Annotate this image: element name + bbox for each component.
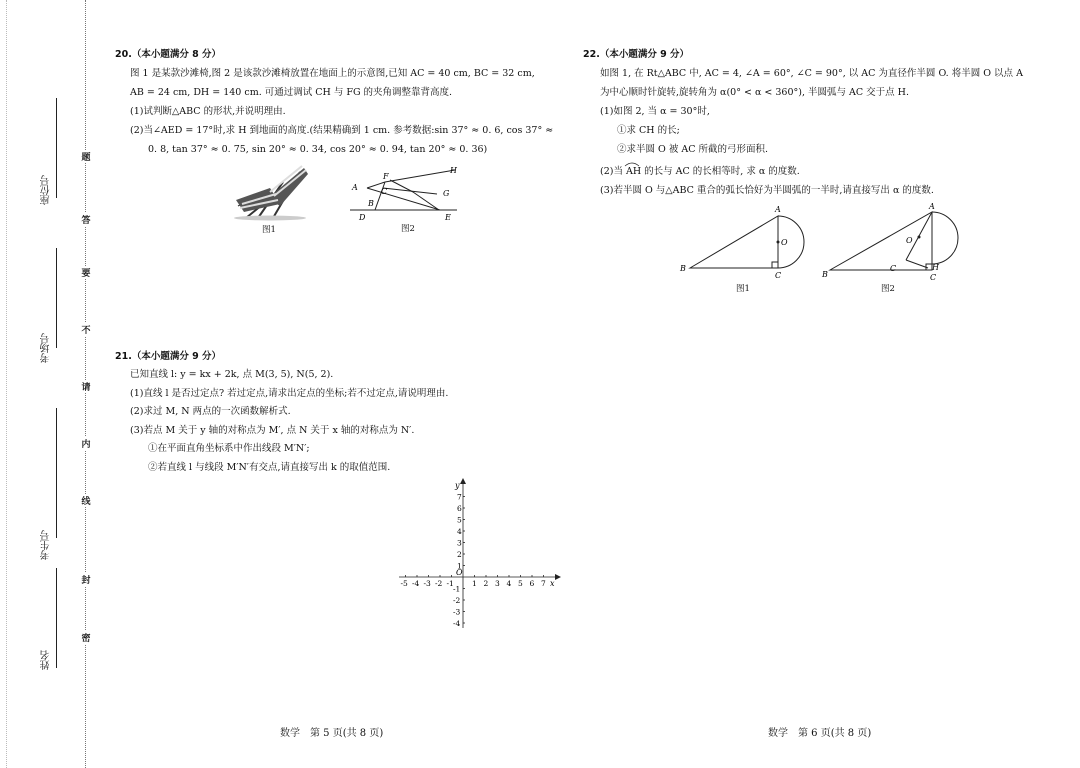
binding-margin — [0, 0, 100, 768]
q22-part1-sub2: ②求半圆 O 被 AC 所截的弓形面积. — [617, 144, 769, 155]
seal-char: 内 — [79, 437, 93, 450]
q21-part1: (1)直线 l 是否过定点? 若过定点,请求出定点的坐标;若不过定点,请说明理由. — [130, 388, 449, 399]
seat-number-label: 座位号 — [41, 175, 52, 205]
y-tick-label: 5 — [457, 515, 462, 525]
name-label: 姓名 — [41, 650, 52, 670]
q20-fig2-caption: 图2 — [401, 224, 415, 234]
y-tick-label: -3 — [453, 607, 461, 617]
y-tick-label: -1 — [453, 584, 461, 594]
q22-part3: (3)若半圆 O 与△ABC 重合的弧长恰好为半圆弧的一半时,请直接写出 α 的度数. — [600, 185, 934, 196]
q20-line: AB = 24 cm, DH = 140 cm. 可通过调试 CH 与 FG 的夹角调整靠背高度. — [130, 87, 453, 98]
y-tick-label: 2 — [457, 550, 462, 559]
q22-figure-1 — [676, 202, 816, 282]
q22-fig1-label: B — [680, 264, 686, 273]
q20-fig2-label: E — [445, 213, 451, 222]
x-tick-label: -4 — [412, 579, 420, 588]
q20-reference-data: 0. 8, tan 37° ≈ 0. 75, sin 20° ≈ 0. 34, cos 20° ≈ 0. 94, tan 20° ≈ 0. 36) — [148, 144, 488, 155]
x-tick-label: -1 — [446, 579, 454, 588]
seal-char: 线 — [79, 494, 93, 507]
y-tick-label: -4 — [453, 619, 461, 628]
q20-fig2-label: G — [443, 189, 450, 198]
q22-fig2-label: A — [929, 202, 935, 211]
q20-fig2-label: H — [450, 166, 457, 175]
q22-figure-2 — [820, 202, 960, 282]
outer-dotted-line — [6, 0, 7, 768]
seal-char: 封 — [79, 573, 93, 586]
exam-room-label: 考场号 — [41, 333, 52, 363]
q22-fig1-caption: 图1 — [736, 284, 750, 294]
seal-char: 答 — [79, 213, 93, 226]
q22-fig2-label: H — [932, 263, 939, 272]
x-tick-label: -2 — [435, 579, 443, 588]
x-tick-label: 6 — [529, 579, 535, 588]
q20-fig1-caption: 图1 — [262, 225, 276, 235]
q22-fig2-label: O — [906, 236, 913, 245]
x-tick-label: -5 — [400, 579, 408, 588]
q20-line: 图 1 是某款沙滩椅,图 2 是该款沙滩椅放置在地面上的示意图,已知 AC = 40 cm, BC = 32 cm, — [130, 68, 535, 79]
candidate-number-label: 考生号 — [41, 530, 52, 560]
y-tick-label: 6 — [457, 504, 462, 513]
seat-number-field — [22, 175, 52, 235]
candidate-number-underline — [56, 408, 57, 538]
y-axis-arrow — [460, 478, 466, 484]
seal-char: 不 — [79, 323, 93, 336]
name-field — [22, 650, 52, 690]
arc-symbol-icon — [624, 161, 640, 167]
q20-fig2-label: C — [381, 187, 388, 196]
q22-part2: (2)当 AH 的长与 AC 的长相等时, 求 α 的度数. — [600, 166, 800, 177]
y-axis-label: y — [455, 481, 460, 490]
name-underline — [56, 568, 57, 668]
x-axis-arrow — [555, 574, 561, 580]
x-tick-label: 4 — [506, 579, 512, 588]
page-5-footer: 数学 第 5 页(共 8 页) — [280, 728, 384, 739]
q22-fig2-label: C — [890, 264, 897, 273]
q22-fig1-label: O — [781, 238, 788, 247]
q21-line: 已知直线 l: y = kx + 2k, 点 M(3, 5), N(5, 2). — [130, 369, 334, 380]
q21-part3: (3)若点 M 关于 y 轴的对称点为 M′, 点 N 关于 x 轴的对称点为 N′. — [130, 425, 415, 436]
q21-part2: (2)求过 M, N 两点的一次函数解析式. — [130, 406, 291, 417]
q21-part3-sub2: ②若直线 l 与线段 M′N′有交点,请直接写出 k 的取值范围. — [148, 462, 391, 473]
q20-fig2-label: B — [368, 199, 374, 208]
q21-title: 21.（本小题满分 9 分） — [115, 351, 222, 362]
seal-char: 密 — [79, 631, 93, 644]
beach-chair-figure — [228, 160, 313, 222]
q20-part2: (2)当∠AED = 17°时,求 H 到地面的高度.(结果精确到 1 cm. 参考数据:sin 37° ≈ 0. 6, cos 37° ≈ — [130, 125, 554, 136]
x-tick-label: -3 — [423, 579, 431, 588]
coordinate-plane — [395, 478, 565, 636]
seal-char: 要 — [79, 266, 93, 279]
x-tick-label: 3 — [495, 579, 500, 588]
origin-label: O — [456, 568, 463, 577]
q22-part1: (1)如图 2, 当 α = 30°时, — [600, 106, 710, 117]
q22-part1-sub1: ①求 CH 的长; — [617, 125, 680, 136]
q20-part1: (1)试判断△ABC 的形状,并说明理由. — [130, 106, 286, 117]
q20-fig2-label: A — [352, 183, 358, 192]
seat-number-underline — [56, 98, 57, 198]
candidate-number-field — [22, 530, 52, 590]
q22-line: 如图 1, 在 Rt△ABC 中, AC = 4, ∠A = 60°, ∠C = 90°, 以 AC 为直径作半圆 O. 将半圆 O 以点 A — [600, 68, 1023, 79]
x-axis-label: x — [550, 579, 555, 588]
q22-fig2-caption: 图2 — [881, 284, 895, 294]
y-tick-label: 1 — [457, 561, 462, 571]
x-tick-label: 2 — [483, 579, 489, 588]
q20-fig2-label: F — [383, 172, 389, 181]
exam-room-field — [22, 333, 52, 393]
q22-line: 为中心顺时针旋转,旋转角为 α(0° < α < 360°), 半圆弧与 AC 交于点 H. — [600, 87, 909, 98]
seal-char: 请 — [79, 380, 93, 393]
exam-room-underline — [56, 248, 57, 348]
q22-fig1-label: A — [775, 205, 781, 214]
q22-fig2-label: B — [822, 270, 828, 279]
q20-schematic-figure — [345, 162, 465, 224]
y-tick-label: 3 — [457, 538, 462, 548]
y-tick-label: 4 — [457, 527, 462, 536]
q22-title: 22.（本小题满分 9 分） — [583, 49, 690, 60]
x-tick-label: 5 — [518, 579, 523, 588]
y-tick-label: 7 — [457, 492, 462, 502]
x-tick-label: 1 — [472, 579, 477, 588]
q22-fig1-label: C — [775, 271, 782, 280]
x-tick-label: 7 — [541, 579, 546, 588]
page-6-footer: 数学 第 6 页(共 8 页) — [768, 728, 872, 739]
seal-char: 题 — [79, 150, 93, 163]
q20-title: 20.（本小题满分 8 分） — [115, 49, 222, 60]
q22-fig2-label: C — [930, 273, 937, 282]
y-tick-label: -2 — [453, 596, 461, 605]
q21-part3-sub1: ①在平面直角坐标系中作出线段 M′N′; — [148, 443, 310, 454]
q20-fig2-label: D — [359, 213, 366, 222]
